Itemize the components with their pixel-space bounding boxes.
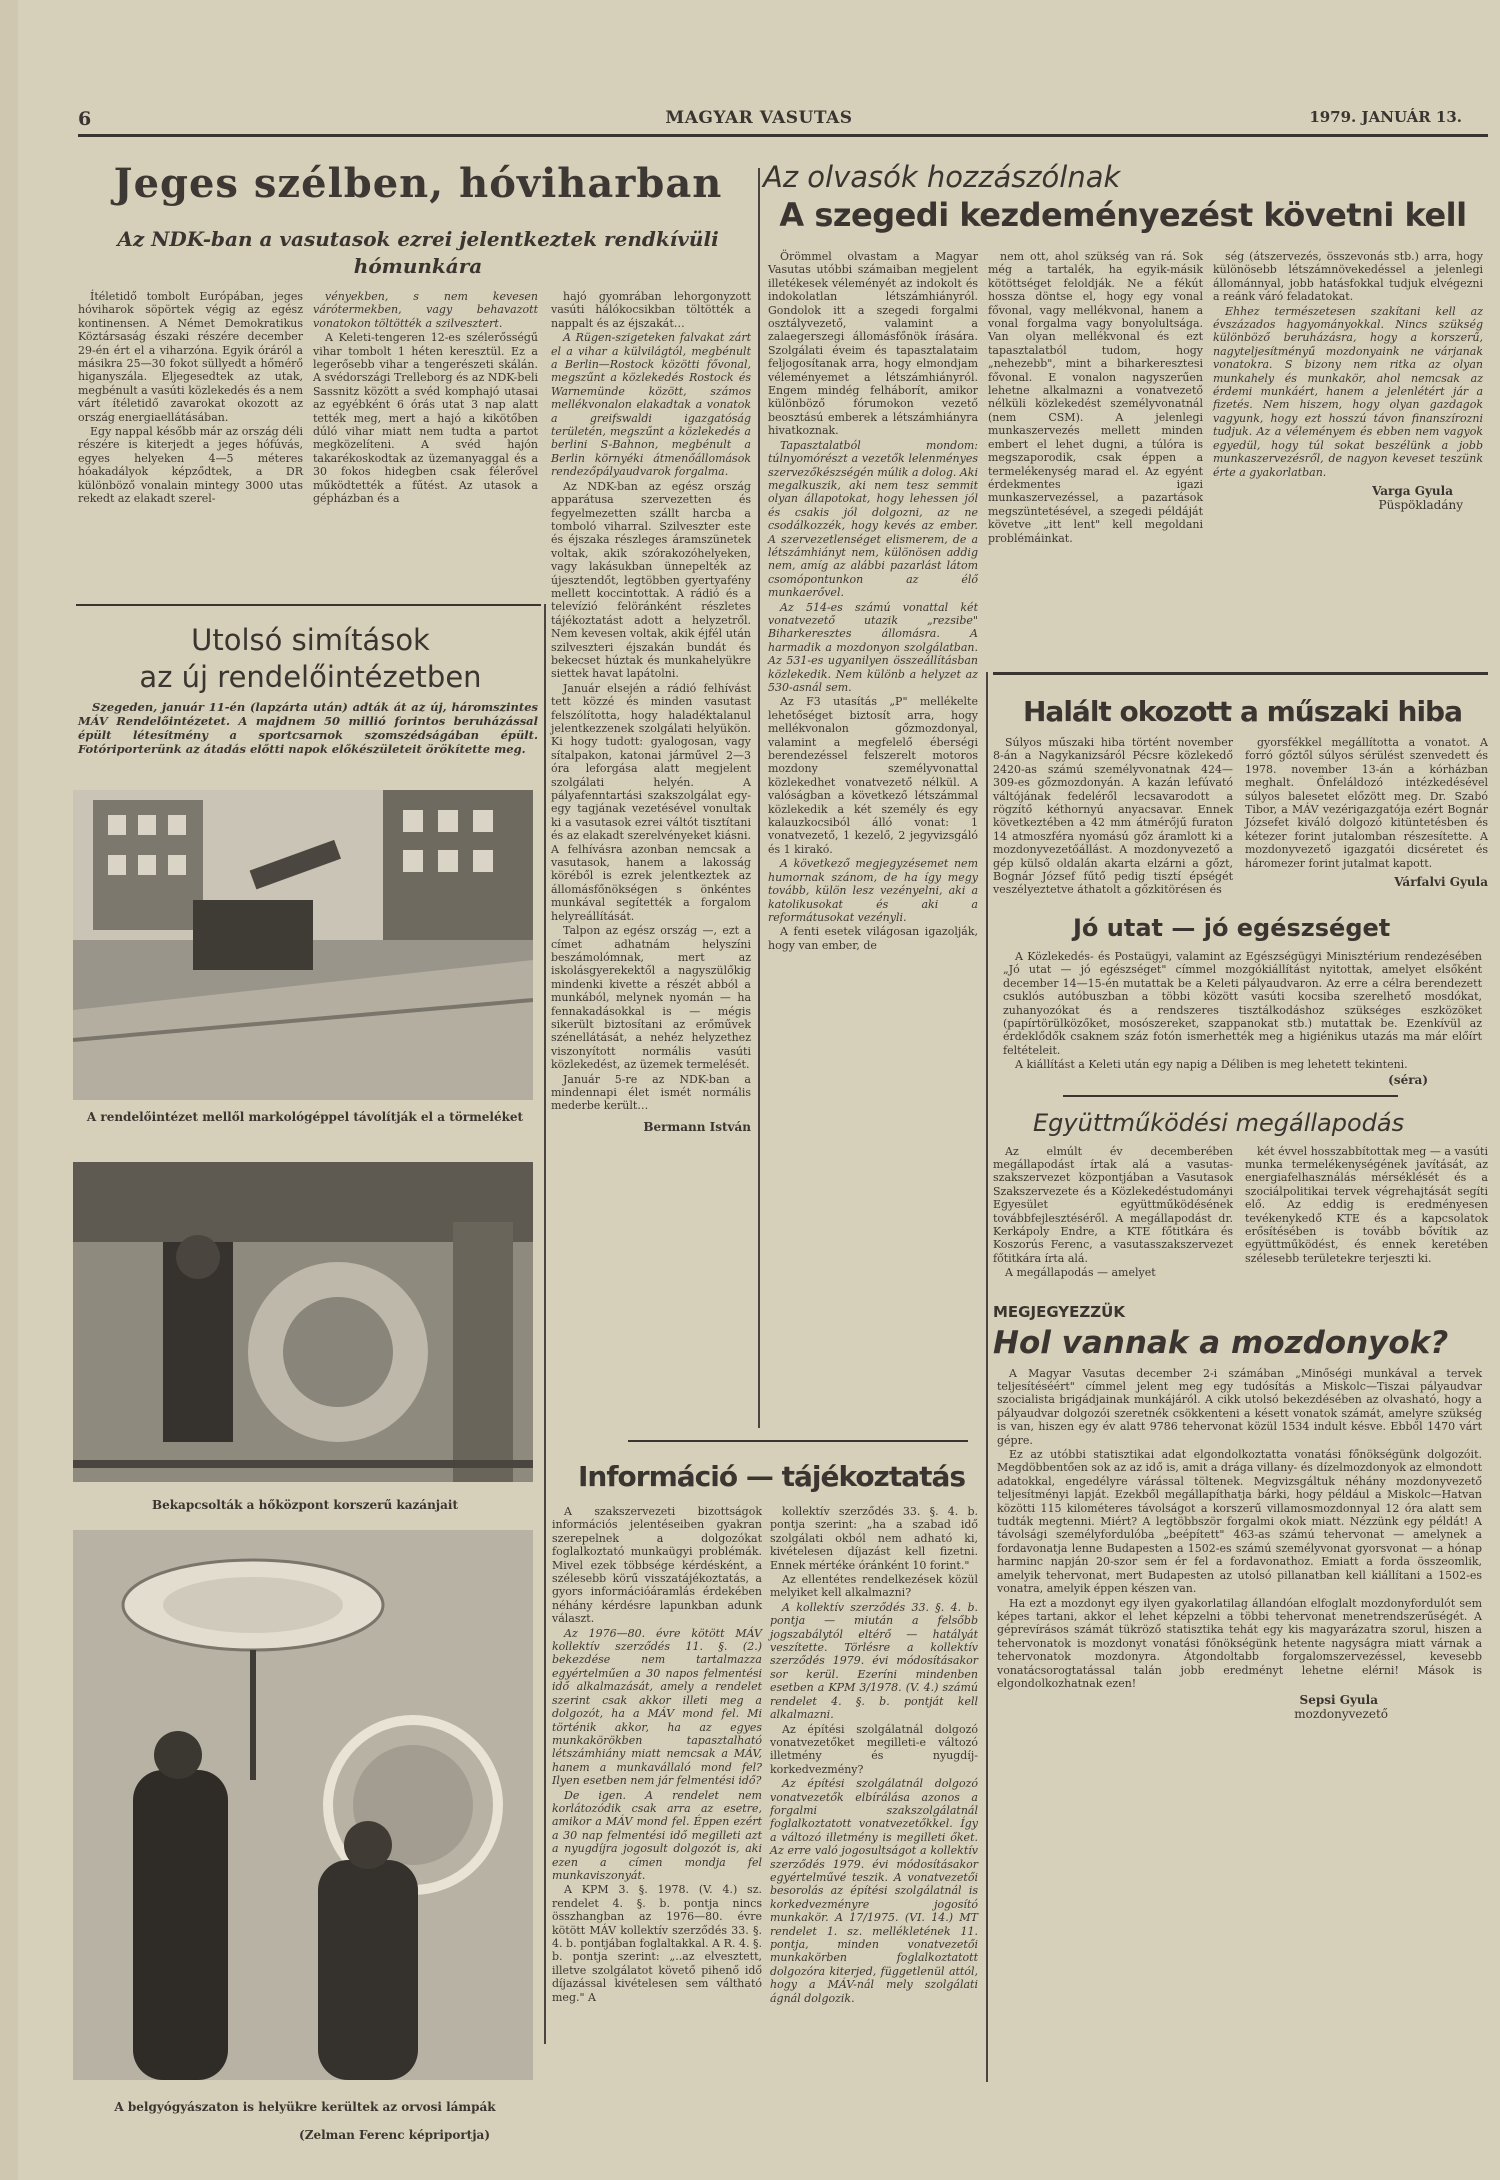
- health-body: [993, 950, 1488, 1073]
- paragraph: Az 1976—80. évre kötött MÁV kollektív szerződés 11. §. (2.) bekezdése nem tartalmazza egyértelműen a 30 napos felmentési idő alkalmazását, amely a rendelet szerint csak akkor illeti meg a dolgozót, ha a MÁV mond fel. Mi történik akkor, ha az egyes munkakörökben tapasztalható létszámhiány miatt nemcsak a MÁV, hanem a munkavállaló mond fel? Ilyen esetben nem jár felmentési idő?: [552, 1626, 762, 1788]
- caption-boilers: Bekapcsolták a hőközpont korszerű kazánjait: [151, 1498, 459, 1512]
- photo-credit: (Zelman Ferenc képriportja): [299, 2128, 490, 2142]
- section-rule: [628, 1440, 968, 1442]
- paragraph: kollektív szerződés 33. §. 4. b. pontja szerint: „ha a szabad idő szolgálati okból nem adható ki, kivételesen díjazást kell fizetni. Ennek mértéke óránként 10 forint.": [770, 1505, 978, 1572]
- readers-column-3: [1213, 250, 1483, 512]
- paragraph: ség (átszervezés, összevonás stb.) arra, hogy különösebb létszámnövekedéssel a jelenlegi állománnyal, jobb hatásfokkal tudjuk elvégezni a reánk váró feladatokat.: [1213, 250, 1483, 304]
- paragraph: De igen. A rendelet nem korlátozódik csak arra az esetre, amikor a MÁV mond fel. Éppen ezért a 30 nap felmentési idő megilleti azt a nyugdíjra jogosult dolgozót is, aki ezen a címen mondja fel munkaviszonyát.: [552, 1788, 762, 1882]
- storm-column-1: [78, 290, 303, 507]
- accident-column-1: [993, 736, 1233, 898]
- paragraph: Az építési szolgálatnál dolgozó vonatvezetők elbírálása azonos a forgalmi szakszolgálatnál foglalkoztatott vonatvezetőkkel. Így a változó illetmény is megilleti őket. Az erre való jogosultságot a kollektív szerződés 1979. évi módosításakor egyértelművé teszik. A vonatvezetői besorolás az építési szolgálatnál is korkedvezményre jogosító munkakör. A 17/1975. (VI. 14.) MT rendelet 1. sz. mellékletének 11. pontja, minden vonatvezetői munkakörben foglalkoztatott dolgozóra kiterjed, függetlenül attól, hogy a MÁV-nál mely szolgálati ágnál dolgozik.: [770, 1777, 978, 2005]
- paragraph: A szakszervezeti bizottságok információs jelentéseiben gyakran szerepelnek a dolgozókat foglalkoztató munkaügyi problémák. Mivel ezek többsége kérdésként, a szélesebb körű visszatájékoztatás, a gyors információáramlás érdekében néhány kérdésre lapunkban adunk választ.: [552, 1505, 762, 1626]
- paragraph: A következő megjegyzésemet nem humornak szánom, de ha így megy tovább, külön lesz vezényelni, aki a katolikusokat és aki a reformátusokat vezényli.: [768, 857, 978, 924]
- headline-readers: A szegedi kezdeményezést követni kell: [779, 196, 1467, 234]
- accident-columns: [993, 736, 1488, 898]
- paragraph: Az F3 utasítás „P" mellékelte lehetőséget biztosít arra, hogy mellékvonalon gőzmozdonyal, valamint a megfelelő éberségi berendezéssel felszerelt motoros mozdony személyvonattal közlekedhet vonatvezető nélkül. A valóságban a következő létszámmal közlekedik a két személy és egy kalauzkocsiból álló vonat: 1 vonatvezető, 1 kezelő, 2 jegyvizsgáló és 1 kirakó.: [768, 695, 978, 856]
- photo-boilers: [73, 1162, 533, 1482]
- paragraph: A fenti esetek világosan igazolják, hogy van ember, de: [768, 925, 978, 952]
- column-rule: [986, 672, 988, 2082]
- page-number: 6: [78, 108, 92, 130]
- storm-column-2: [313, 290, 538, 507]
- paragraph: Ehhez természetesen szakítani kell az évszázados hagyományokkal. Nincs szükség különböző beruházásra, hogy a korszerű, nagyteljesítményű mozdonyaink ne várjanak vonatokra. S bizony nem ritka az olyan munkahely és munkakör, ahol nemcsak az érdemi munkáért, hanem a jelenlétért jár a fizetés. Nem hiszem, hogy olyan gazdagok vagyunk, hogy ezt hosszú távon finanszírozni tudjuk. Az a véleményem és ebben nem vagyok egyedül, hogy túl sokat beszélünk a jobb munkaszervezésről, de nagyon keveset teszünk érte a gyakorlatban.: [1213, 304, 1483, 479]
- paragraph: Az 514-es számú vonattal két vonatvezető utazik „rezsibe" Biharkeresztes állomásra. A harmadik a mozdonyon szolgálatban. Az 531-es ugyanilyen összeállításban közlekedik. Nem különb a helyzet az 530-asnál sem.: [768, 600, 978, 694]
- locomotives-body: [993, 1367, 1488, 1692]
- paragraph: Ha ezt a mozdonyt egy ilyen gyakorlatilag állandóan elfoglalt mozdonyfordulót sem képes tartani, akkor el lehet képzelni a többi tehervonat menetrendszerűségét. A géprevírásos számát tükröző statisztika tehát egy kis magyarázatra szorul, hiszen a tehervonatok is mozdonyt vonatási főnökségünk hetente nagyságra miatt várnak a tehervonatok mozdonyra. Átgondoltabb forgalomszervezéssel, kevesebb vonatácsorogtatással talán jobb eredményt lehetne elérni! Mások is elgondolkozhatnak ezen!: [997, 1596, 1482, 1690]
- headline-accident: Halált okozott a műszaki hiba: [1023, 695, 1462, 728]
- accident-column-2-wrap: [1245, 736, 1488, 898]
- right-column-stack: [993, 672, 1488, 1721]
- info-column-1: [552, 1505, 762, 2005]
- storm-column-3: [551, 290, 751, 1134]
- readers-signature-name: Varga Gyula: [1372, 483, 1453, 498]
- paragraph: A Keleti-tengeren 12-es szélerősségű vihar tombolt 1 héten keresztül. Ez a legerősebb vihar a tengerészeti skálán. A svédországi Trelleborg és az NDK-beli Sassnitz között a svéd komphajó utasai az egyébként 6 órás utat 3 nap alatt tették meg, mert a hajó a kikötőben dúló vihar miatt nem tudta a partot megközelíteni. A svéd hajón takarékoskodtak az üzemanyaggal és a 30 fokos hidegben csak félerővel működtették a fűtést. Az utasok a gépházban és a: [313, 331, 538, 506]
- paragraph: Január 5-re az NDK-ban a mindennapi élet ismét normális mederbe került…: [551, 1072, 751, 1113]
- cooperation-columns: [993, 1145, 1488, 1281]
- paragraph: A Közlekedés- és Postaügyi, valamint az Egészségügyi Minisztérium rendezésében „Jó utat — jó egészséget" címmel mozgókiállítást nyitottak, amelyet elsőként december 14—15-én mutattak be a Keleti pályaudvaron. Az erre a célra berendezett csuklós autóbuszban a többi között vasúti kocsiba szerelhető mosdókat, zuhanyozókat és a rendszeres tisztálkodáshoz szükséges eszközöket (papírtörülközőket, mosószereket, szappanokat stb.) mutattak be. Ezenkívül az érdeklődők csaknem száz fotón ismerhették meg a higiénikus utazás ma már előírt feltételeit.: [1003, 949, 1482, 1057]
- locomotives-signature-role: mozdonyvezető: [1294, 1707, 1388, 1722]
- caption-excavator: A rendelőintézet mellől markológéppel távolítják el a törmeléket: [86, 1110, 524, 1124]
- paragraph: Az elmúlt év decemberében megállapodást írtak alá a vasutas-szakszervezet központjában a Vasutasok Szakszervezete és a Közlekedéstudományi Egyesület együttműködésének továbbfejlesztéséről. A megállapodást dr. Kerkápoly Endre, a KTE főtitkára és Koszorús Ferenc, a vasutasszakszervezet főtitkára írta alá.: [993, 1144, 1233, 1265]
- section-rule: [993, 672, 1488, 675]
- headline-info: Információ — tájékoztatás: [578, 1460, 966, 1493]
- clinic-lead: Szegeden, január 11-én (lapzárta után) adták át az új, háromszintes MÁV Rendelőintézetet. A majdnem 50 millió forintos beruházással épült létesítmény a sportcsarnok szomszédságában épült. Fotóriporterünk az átadás előtti napok előkészületeit örökítette meg.: [78, 700, 538, 756]
- paragraph: A Rügen-szigeteken falvakat zárt el a vihar a külvilágtól, megbénult a Berlin—Rostock közötti fővonal, megszűnt a közlekedés Rostock és Warnemünde között, számos mellékvonalon elakadtak a vonatok a greifswaldi igazgatóság területén, megszűnt a közlekedés a berlini S-Bahnon, megbénult a Berlin környéki átmenőállomások rendezőpályaudvarok forgalma.: [551, 331, 751, 479]
- info-column-2: [770, 1505, 978, 2006]
- paragraph: Az NDK-ban az egész ország apparátusa szervezetten és fegyelmezetten szállt harcba a tomboló viharral. Szilveszter este és éjszaka részleges áramszünetek voltak, akik szórakozóhelyeken, vagy lakásukban ünnepelték az újesztendőt, legtöbben gyertyafény mellett koccintottak. A rádió és a televízió felöránként részletes tájékoztatást adott a helyzetről. Nem kevesen voltak, akik éjfél után szilveszteri éjszakán bundát és bekecset húztak és munkahelyükre siettek havat lapátolni.: [551, 479, 751, 681]
- readers-column-1: [768, 250, 978, 953]
- paragraph: A kollektív szerződés 33. §. 4. b. pontja — miután a felsőbb jogszabálytól eltérő — hatályát veszítette. Törlésre a kollektív szerződés 1979. évi módosításakor sor kerül. Ezeríni mindenben esetben a KPM 3/1978. (V. 4.) számú rendelet 4. §. b. pontját kell alkalmazni.: [770, 1600, 978, 1722]
- boilers-photo-image: [73, 1162, 533, 1482]
- column-rule: [758, 168, 760, 1428]
- headline-locomotives: Hol vannak a mozdonyok?: [993, 1324, 1449, 1361]
- paragraph: Örömmel olvastam a Magyar Vasutas utóbbi számaiban megjelent illetékesek véleményét az indokolt és indokolatlan létszámhiányról. Gondolok itt a szegedi forgalmi osztályvezető, valamint a zalaegerszegi állomásfőnök írására. Szolgálati éveim és tapasztalataim feljogosítanak arra, hogy elmondjam véleményemet a létszámhiányról. Engem mindég felháborít, amikor különböző fórumokon vezető beosztású emberek a létszámhiányra hivatkoznak.: [768, 250, 978, 438]
- paragraph: A Magyar Vasutas december 2-i számában „Minőségi munkával a tervek teljesítéséért" címmel jelent meg egy tudósítás a Miskolc—Tiszai pályaudvar szocialista brigádjainak munkájáról. A cikk utolsó bekezdésében az olvasható, hogy a pályaudvar dolgozói szeretnék csökkenteni a késett vonatok számát, amelyre szükség is van, hiszen egy év alatt 9786 tehervonat közül 1534 indult késve. Ebből 1470 várt gépre.: [997, 1366, 1482, 1447]
- headline-clinic: [78, 622, 543, 696]
- paragraph: Súlyos műszaki hiba történt november 8-án a Nagykanizsáról Pécsre közlekedő 2420-as számú személyvonatnak 424—309-es gőzmozdonyán. A kazán lefúvató váltójának fedeléről lecsavarodott a rögzítő kéthornyú anyacsavar. Ennek következtében a 42 mm átmérőjű furaton 14 atmoszféra nyomású gőz áramlott ki a mozdonyvezetőállást. A mozdonyvezető a gép külső oldalán akarta elzárni a gőzt, Bognár József fűtő pedig tisztí épségét veszélyeztetve áthatolt a gőzkitörésen és: [993, 736, 1233, 897]
- readers-kicker: Az olvasók hozzászólnak: [763, 160, 1121, 194]
- accident-column-2: [1245, 736, 1488, 871]
- paragraph: Ez az utóbbi statisztikai adat elgondolkoztatta vonatási főnökségünk dolgozóit. Megdöbbentően sok az az idő is, amit a drága villany- és dízelmozdonyok az elmondott adatokkal, engedélyre várással töltenek. Megvizsgáltuk néhány mozdonyvezető teljesítményi lapját. Ezekből megállapíthatja bárki, hogy például a Miskolc—Hatvan közötti 115 kilométeres távolságot a korszerű villamosmozdonnyal 12 óra alatt sem tudták megtenni. Miért? A legtöbbször forgalmi okok miatt. Nézzünk egy példát! A távolsági személyfordulóba „beépített" 463-as számú tehervonat — amelynek a fordavonatja lenne Budapesten a 1502-es számú személyvonat gyorsvonat — a hónap harminc napján 20-szor sem ér fel a fordavonathoz. Emiatt a forda összeomlik, amelyik tehervonat, mert Budapesten az utolsó pillanatban kell kiállítani a 1502-es vonatra, amelyik éppen készen van.: [997, 1448, 1482, 1596]
- issue-date: 1979. JANUÁR 13.: [1309, 108, 1462, 126]
- subheadline-storm: Az NDK-ban a vasutasok ezrei jelentkeztek rendkívüli hómunkára: [117, 227, 719, 278]
- headline-storm: Jeges szélben, hóviharban: [113, 160, 723, 207]
- headline-clinic-line-1: Utolsó simítások: [191, 623, 430, 657]
- masthead: MAGYAR VASUTAS: [665, 108, 853, 128]
- newspaper-page: [18, 0, 1500, 2180]
- section-rule: [76, 604, 541, 606]
- accident-signature: Várfalvi Gyula: [1394, 875, 1488, 890]
- column-rule: [544, 604, 546, 2044]
- health-signature: (séra): [1388, 1072, 1428, 1087]
- medical-lamps-photo-image: [73, 1530, 533, 2080]
- paragraph: gyorsfékkel megállította a vonatot. A forró gőztől súlyos sérülést szenvedett és 1978. november 13-án a kórházban meghalt. Önfeláldozó intézkedésével súlyos balesetet előzött meg. Dr. Szabó Tibor, a MÁV vezérigazgatója ezért Bognár Józsefet kiváló dolgozó kitüntetésben és kétezer forint jutalomban részesítette. A mozdonyvezető igazgatói dicséretet és háromezer forint jutalmat kapott.: [1245, 736, 1488, 870]
- paragraph: A megállapodás — amelyet: [1005, 1266, 1156, 1280]
- paragraph: A KPM 3. §. 1978. (V. 4.) sz. rendelet 4. §. b. pontja nincs összhangban az 1976—80. évre kötött MÁV kollektív szerződés 33. §. 4. b. pontjában foglaltakkal. A R. 4. §. b. pontja szerint: „..az elvesztett, illetve szolgálatot követő pihenő idő díjazással kivételesen sem váltható meg." A: [552, 1883, 762, 2004]
- readers-column-2: [988, 250, 1203, 546]
- locomotives-signature-name: Sepsi Gyula: [1299, 1693, 1378, 1708]
- paragraph: Az ellentétes rendelkezések közül melyiket kell alkalmazni?: [770, 1573, 978, 1600]
- paragraph: vényekben, s nem kevesen várótermekben, vagy behavazott vonatokon töltötték a szilvesztert.: [313, 290, 538, 330]
- locomotives-kicker: MEGJEGYEZZÜK: [993, 1302, 1125, 1321]
- cooperation-column-2: [1245, 1145, 1488, 1281]
- paragraph: Tapasztalatból mondom: túlnyomórészt a vezetők lelenményes szervezőkészségén múlik a dolog. Aki megalkuszik, aki nem tesz semmit olyan állapotokat, hogy lehessen jól és csakis jól dolgozni, az ne csodálkozzék, hogy kevés az ember. A szervezetlenséget elismerem, de a létszámhiányt nem, különösen addig nem, amíg az alábbi pazarlást látom csomópontunkon az élő munkaerővel.: [768, 438, 978, 600]
- paragraph: nem ott, ahol szükség van rá. Sok még a tartalék, ha egyik-másik kötöttséget feloldják. Ne a fékút hossza döntse el, hogy egy vonal fővonal, vagy mellékvonal, hanem a vonal forgalma vagy bonyolultsága. Van olyan mellékvonal és ezt tapasztalatból tudom, hogy „nehezebb", mint a biharkeresztesi fővonal. E vonalon nagyszerűen lehetne alkalmazni a vonatvezető nélküli közlekedést személyvonatnál (nem CSM). A jelenlegi munkaszervezés mellett minden embert el lehet dugni, a túlóra is megszaporodik, csak éppen a termelékenység marad el. Az egyént érdekmentes igazi munkaszervezéssel, a pazartások megszüntetésével, a szegedi példáját követve „itt lent" kell megoldani problémáinkat.: [988, 250, 1203, 545]
- paragraph: Az építési szolgálatnál dolgozó vonatvezetőket megilleti-e változó illetmény és nyugdíj-korkedvezmény?: [770, 1722, 978, 1776]
- readers-signature-place: Püspökladány: [1378, 497, 1463, 512]
- paragraph: hajó gyomrában lehorgonyzott vasúti hálókocsikban töltötték a nappalt és az éjszakát…: [551, 290, 751, 330]
- headline-health: Jó utat — jó egészséget: [1073, 913, 1391, 942]
- headline-cooperation: Együttműködési megállapodás: [1033, 1108, 1405, 1137]
- header-rule: [78, 134, 1488, 137]
- section-rule: [1063, 1095, 1398, 1097]
- paragraph: két évvel hosszabbítottak meg — a vasúti munka termelékenységének javítását, az energiafelhasználás mérséklését és a szociálpolitikai tervek végrehajtását segíti elő. Az eddig is eredményesen tevékenykedő KTE és a kapcsolatok erősítésében is tovább bővítik az együttműködést, és ennek keretében szélesebb területekre terjeszti ki.: [1245, 1144, 1488, 1265]
- excavator-photo-image: [73, 790, 533, 1100]
- paragraph: Egy nappal később már az ország déli részére is kiterjedt a jeges hófúvás, egyes helyeken 4—5 méteres hóakadályok képződtek, a DR különböző vonalain mintegy 3000 utas rekedt az elakadt szerel-: [78, 425, 303, 506]
- storm-signature: Bermann István: [643, 1119, 751, 1134]
- photo-medical-lamps: [73, 1530, 533, 2080]
- paragraph: Ítéletidő tombolt Európában, jeges hóviharok söpörtek végig az egész kontinensen. A Német Demokratikus Köztársaság északi részére december 29-én ért el a viharzóna. Egyik óráról a másikra 25—30 fokot süllyedt a hőmérő higanyszála. Eljegesedtek az utak, megbénult a vasúti közlekedés és a nem várt ítéletidő zavarokat okozott az ország energiaellátásában.: [78, 290, 303, 424]
- paragraph: Január elsején a rádió felhívást tett közzé és minden vasutast felszólította, hogy haladéktalanul jelentkezzenek szolgálati helyükön. Ki hogy tudott: gyalogosan, vagy sítalpakon, katonai járművel 2—3 óra leforgása alatt megjelent szolgálati helyén. A pályafenntartási szakszolgálat egy-egy tagjának vezetésével vonultak ki a vasutasok ezrei váltót tisztítani és az elakadt szerelvényeket kiásni. A felhívásra azonban nemcsak a vasutasok, hanem a lakosság köréből is ezrek jelentkeztek az állomásfőnökségen s önkéntes munkával segítették a forgalom helyreállítását.: [551, 681, 751, 923]
- paragraph: Talpon az egész ország —, ezt a címet adhatnám helyszíni beszámolómnak, mert az iskolásgyerekektől a nagyszülőkig mindenki kivette a részét abból a munkából, melynek nyomán — ha fennakadásokkal is — mégis sikerült biztosítani az erőművek szénellátását, a nehéz helyzethez viszonyított normális vasúti közlekedést, az üzemek termelését.: [551, 924, 751, 1072]
- paragraph: A kiállítást a Keleti után egy napig a Déliben is meg lehetett tekinteni.: [1015, 1058, 1408, 1072]
- photo-excavator: [73, 790, 533, 1100]
- headline-clinic-line-2: az új rendelőintézetben: [139, 660, 482, 694]
- caption-medical-lamps: A belgyógyászaton is helyükre kerültek az orvosi lámpák: [114, 2100, 496, 2114]
- cooperation-column-1: [993, 1145, 1233, 1281]
